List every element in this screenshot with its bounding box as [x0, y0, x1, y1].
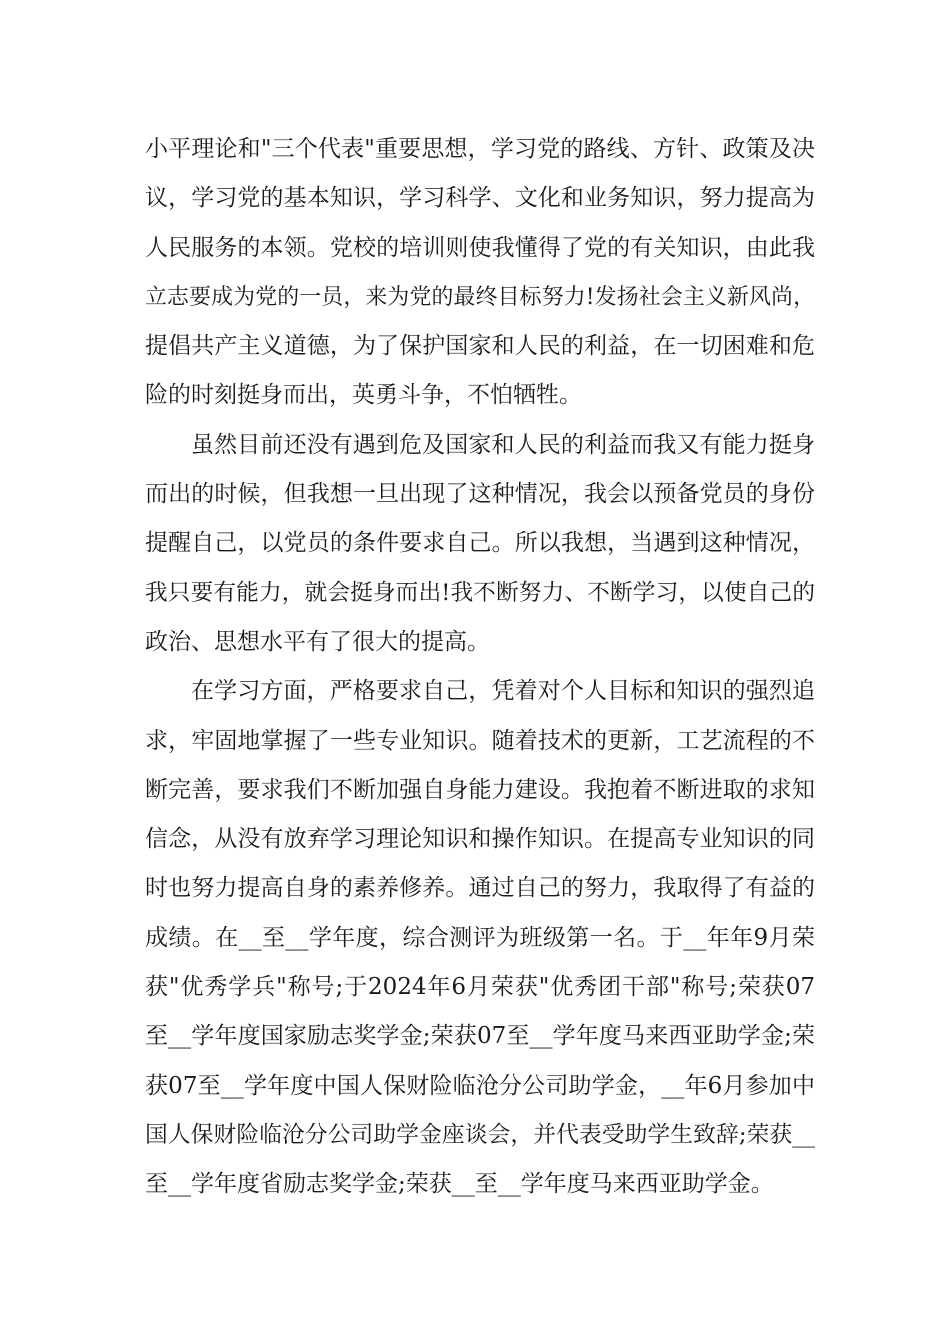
text-line: 断完善，要求我们不断加强自身能力建设。我抱着不断进取的求知: [145, 776, 815, 803]
text-line: 虽然目前还没有遇到危及国家和人民的利益而我又有能力挺身: [191, 431, 815, 458]
text-line: 我只要有能力，就会挺身而出!我不断努力、不断学习，以使自己的: [145, 579, 815, 606]
text-line: 立志要成为党的一员，来为党的最终目标努力!发扬社会主义新风尚，: [145, 284, 815, 310]
paragraph-1: [145, 125, 815, 421]
text-line: 至__学年度省励志奖学金;荣获__至__学年度马来西亚助学金。: [145, 1171, 774, 1198]
text-line: 提倡共产主义道德，为了保护国家和人民的利益，在一切困难和危: [145, 333, 815, 360]
text-line: 提醒自己，以党员的条件要求自己。所以我想，当遇到这种情况，: [145, 530, 815, 557]
text-line: 险的时刻挺身而出，英勇斗争，不怕牺牲。: [145, 382, 582, 409]
text-line: 而出的时候，但我想一旦出现了这种情况，我会以预备党员的身份: [145, 481, 815, 508]
paragraph-2: [145, 421, 815, 667]
text-line: 议，学习党的基本知识，学习科学、文化和业务知识，努力提高为: [145, 185, 815, 212]
text-line: 获07至__学年度中国人保财险临沧分公司助学金，__年6月参加中: [145, 1072, 815, 1099]
text-line: 国人保财险临沧分公司助学金座谈会，并代表受助学生致辞;荣获__: [145, 1121, 815, 1148]
text-line: 至__学年度国家励志奖学金;荣获07至__学年度马来西亚助学金;荣: [145, 1023, 815, 1050]
text-line: 人民服务的本领。党校的培训则使我懂得了党的有关知识，由此我: [145, 234, 815, 261]
text-line: 信念，从没有放弃学习理论知识和操作知识。在提高专业知识的同: [145, 826, 815, 853]
text-line: 时也努力提高自身的素养修养。通过自己的努力，我取得了有益的: [145, 875, 815, 902]
text-line: 在学习方面，严格要求自己，凭着对个人目标和知识的强烈追: [191, 678, 815, 705]
text-line: 求，牢固地掌握了一些专业知识。随着技术的更新，工艺流程的不: [145, 727, 815, 754]
paragraph-3: [145, 667, 815, 1209]
text-line: 获"优秀学兵"称号;于2024年6月荣获"优秀团干部"称号;荣获07: [145, 974, 815, 1001]
text-line: 小平理论和"三个代表"重要思想，学习党的路线、方针、政策及决: [145, 136, 815, 162]
text-line: 成绩。在__至__学年度，综合测评为班级第一名。于__年年9月荣: [145, 924, 815, 951]
body-text: [145, 125, 815, 1210]
text-line: 政治、思想水平有了很大的提高。: [145, 628, 490, 655]
